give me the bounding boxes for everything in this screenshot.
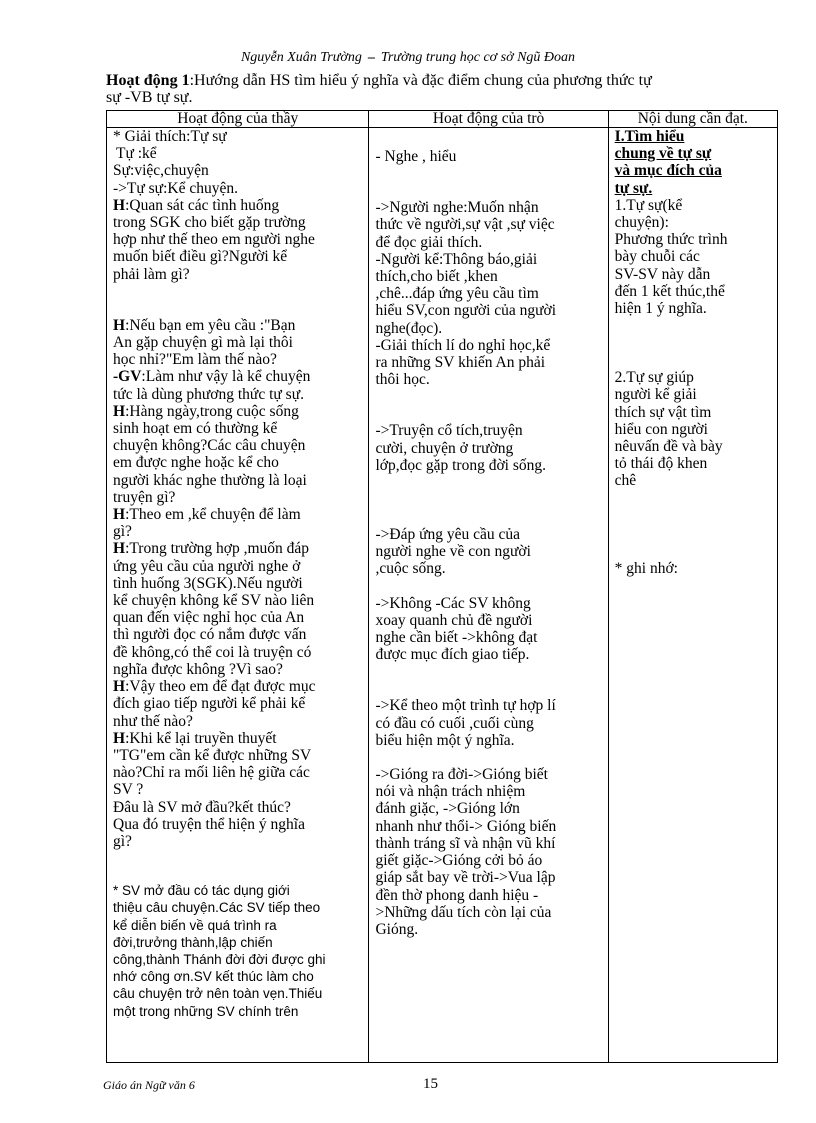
content-line: hiện 1 ý nghĩa.: [614, 300, 707, 318]
student-line: ->Không -Các SV không: [375, 594, 531, 612]
header-author: Nguyễn Xuân Trường: [240, 50, 362, 65]
gv-label: -GV: [113, 368, 142, 386]
activity-text-2: sự -VB tự sự.: [106, 89, 193, 106]
question-label: H: [113, 678, 126, 696]
teacher-line: kể diễn biến về quá trình ra: [113, 917, 277, 933]
student-line: hiểu SV,con người của người: [375, 302, 557, 320]
footer-title: Giáo án Ngữ văn 6: [103, 1078, 195, 1092]
memo-note: * ghi nhớ:: [614, 559, 678, 577]
activity-text: :Hướng dẫn HS tìm hiểu ý nghĩa và đặc điểm chung của phương thức tự: [189, 72, 652, 89]
student-line: ->Người nghe:Muốn nhận: [375, 199, 539, 217]
teacher-line: thiệu câu chuyện.Các SV tiếp theo: [113, 900, 321, 916]
teacher-column: [107, 128, 369, 1063]
content-point-1: [615, 197, 771, 317]
teacher-line: gì?: [113, 523, 132, 541]
teacher-line: muốn biết điều gì?Người kể: [113, 248, 288, 266]
teacher-line: tình huống 3(SGK).Nếu người: [113, 574, 303, 592]
student-line: đánh giặc, ->Gióng lớn: [375, 800, 520, 818]
student-line: người nghe về con người: [375, 543, 531, 561]
student-column: [369, 128, 608, 1063]
teacher-line: chuyện không?Các câu chuyện: [113, 437, 306, 455]
teacher-note-gv: [113, 368, 362, 402]
header-content: Nội dung cần đạt.: [608, 111, 777, 128]
question-label: H: [113, 729, 126, 747]
header-school: Trường trung học cơ sở Ngũ Đoan: [380, 50, 576, 65]
student-line: ->Truyện cổ tích,truyện: [375, 422, 523, 440]
table-body-row: [107, 128, 778, 1063]
teacher-line: người khác nghe thường là loại: [113, 471, 307, 489]
content-point-2: [615, 369, 771, 489]
activity-heading: [106, 72, 786, 106]
student-answer-1: - Nghe , hiểu: [375, 148, 457, 165]
lesson-table: [106, 110, 778, 1063]
student-line: nhanh như thổi-> Gióng biến: [375, 817, 557, 835]
student-answer-6: [375, 697, 601, 749]
question-7: [113, 730, 362, 850]
student-line: xoay quanh chủ đề người: [375, 611, 533, 629]
teacher-line: An gặp chuyện gì mà lại thôi: [113, 334, 293, 352]
teacher-line: tức là dùng phương thức tự sự.: [113, 385, 304, 403]
teacher-line: câu chuyện trở nên toàn vẹn.Thiếu: [113, 986, 323, 1002]
teacher-line: thì người đọc có nắm được vấn: [113, 626, 307, 644]
student-answer-7: [375, 766, 601, 938]
teacher-line: quan đến việc nghỉ học của An: [113, 609, 305, 627]
teacher-line: đời,trưởng thành,lập chiến: [113, 934, 273, 950]
teacher-line: sinh hoạt em có thường kể: [113, 420, 278, 438]
header-separator: –: [367, 50, 375, 65]
teacher-line: :Làm như vậy là kể chuyện: [141, 368, 311, 386]
student-line: ->Đáp ứng yêu cầu của: [375, 526, 520, 544]
student-line: đền thờ phong danh hiệu -: [375, 886, 539, 904]
teacher-line: :Nếu bạn em yêu cầu :"Bạn: [125, 316, 296, 334]
teacher-summary-note: [113, 882, 362, 1020]
question-label: H: [113, 506, 126, 524]
teacher-line: nhớ công ơn.SV kết thúc làm cho: [113, 969, 314, 985]
teacher-line: * SV mở đầu có tác dụng giới: [113, 883, 290, 899]
student-line: giết giặc->Gióng cởi bỏ áo: [375, 852, 543, 870]
question-5: [113, 540, 362, 678]
student-line: lớp,đọc gặp trong đời sống.: [375, 456, 546, 474]
teacher-line: :Trong trường hợp ,muốn đáp: [125, 540, 310, 558]
page-number: 15: [423, 1076, 438, 1092]
teacher-line: :Hàng ngày,trong cuộc sống: [125, 402, 299, 420]
header-student: Hoạt động của trò: [369, 111, 608, 128]
student-line: -Giải thích lí do nghỉ học,kể: [375, 336, 551, 354]
teacher-line: đích giao tiếp người kể phải kể: [113, 695, 306, 713]
student-line: ,chê...đáp ứng yêu cầu tìm: [375, 285, 539, 303]
student-answer-2: [375, 199, 601, 388]
student-line: nghe cần biết ->không đạt: [375, 629, 538, 647]
teacher-line: Đâu là SV mở đầu?kết thúc?: [113, 798, 291, 816]
teacher-line: trong SGK cho biết gặp trường: [113, 214, 306, 232]
teacher-line: :Theo em ,kể chuyện để làm: [125, 506, 301, 524]
section-title: [615, 128, 771, 197]
teacher-line: nào?Chỉ ra mối liên hệ giữa các: [113, 764, 310, 782]
student-line: -Người kể:Thông báo,giải: [375, 250, 538, 268]
section-line: tự sự.: [614, 179, 653, 197]
teacher-line: như thế nào?: [113, 712, 193, 730]
question-3: [113, 403, 362, 506]
content-line: tỏ thái độ khen: [614, 455, 708, 473]
teacher-line: truyện gì?: [113, 488, 176, 506]
teacher-line: học nhỉ?"Em làm thế nào?: [113, 351, 277, 369]
teacher-line: phải làm gì?: [113, 265, 190, 283]
content-line: 1.Tự sự(kể: [614, 196, 683, 214]
student-line: để đọc giải thích.: [375, 233, 483, 251]
student-line: thành tráng sĩ và nhận vũ khí: [375, 834, 556, 852]
section-line: I.Tìm hiểu: [614, 128, 685, 145]
section-line: chung về tự sự: [614, 145, 712, 163]
question-label: H: [113, 196, 126, 214]
teacher-line: :Quan sát các tình huống: [125, 196, 280, 214]
student-line: nghe(đọc).: [375, 319, 443, 337]
student-line: >Những dấu tích còn lại của: [375, 903, 552, 921]
student-line: thức về người,sự vật ,sự việc: [375, 216, 555, 234]
teacher-line: em được nghe hoặc kể cho: [113, 454, 279, 472]
student-line: giáp sắt bay về trời->Vua lập: [375, 869, 556, 887]
student-line: ra những SV khiến An phải: [375, 354, 546, 372]
teacher-line: ứng yêu cầu của người nghe ở: [113, 557, 301, 575]
question-4: [113, 506, 362, 540]
content-column: [608, 128, 777, 1063]
teacher-line: kể chuyện không kể SV nào liên: [113, 592, 315, 610]
teacher-line: Qua đó truyện thể hiện ý nghĩa: [113, 815, 305, 833]
content-line: Phương thức trình: [614, 231, 728, 249]
teacher-line: Tự :kể: [116, 145, 157, 163]
table-header-row: [107, 111, 778, 128]
teacher-line: SV ?: [113, 781, 144, 799]
question-1: [113, 197, 362, 283]
content-line: thích sự vật tìm: [614, 403, 712, 421]
page-header: [0, 50, 816, 66]
content-line: 2.Tự sự giúp: [614, 369, 694, 387]
student-answer-3: [375, 422, 601, 474]
content-line: SV-SV này dẫn: [614, 265, 711, 283]
student-line: biểu hiện một ý nghĩa.: [375, 731, 515, 749]
question-label: H: [113, 402, 126, 420]
student-line: nói và nhận trách nhiệm: [375, 783, 526, 801]
content-line: bày chuỗi các: [614, 248, 700, 266]
student-answer-5: [375, 595, 601, 664]
content-line: chê: [614, 472, 637, 490]
question-label: H: [113, 540, 126, 558]
header-teacher: Hoạt động của thầy: [107, 111, 369, 128]
teacher-line: nghĩa được không ?Vì sao?: [113, 660, 283, 678]
question-6: [113, 678, 362, 730]
student-line: ->Kể theo một trình tự hợp lí: [375, 697, 556, 715]
teacher-line: một trong những SV chính trên: [113, 1003, 299, 1019]
content-line: hiểu con người: [614, 420, 708, 438]
student-line: Gióng.: [375, 920, 419, 938]
content-line: chuyện):: [614, 214, 669, 232]
student-line: cười, chuyện ở trường: [375, 439, 514, 457]
teacher-line: gì?: [113, 832, 132, 850]
question-label: H: [113, 316, 126, 334]
student-answer-4: [375, 526, 601, 578]
content-line: đến 1 kết thúc,thể: [614, 282, 725, 300]
student-line: được mục đích giao tiếp.: [375, 646, 530, 664]
student-line: ,cuộc sống.: [375, 560, 446, 578]
student-line: có đầu có cuối ,cuối cùng: [375, 714, 534, 732]
student-line: thích,cho biết ,khen: [375, 268, 498, 286]
teacher-line: công,thành Thánh đời đời được ghi: [113, 951, 326, 967]
teacher-line: hợp như thế theo em người nghe: [113, 231, 315, 249]
section-line: và mục đích của: [614, 162, 722, 180]
teacher-line: :Vậy theo em để đạt được mục: [125, 678, 316, 696]
teacher-line: ->Tự sự:Kể chuyện.: [113, 179, 238, 197]
activity-label: Hoạt động 1: [106, 72, 190, 89]
student-line: thôi học.: [375, 371, 430, 389]
teacher-line: Sự:việc,chuyện: [113, 162, 209, 180]
question-2: [113, 317, 362, 369]
teacher-line: :Khi kể lại truyền thuyết: [125, 729, 277, 747]
teacher-line: đề không,có thể coi là truyện có: [113, 643, 312, 661]
content-line: nêuvấn đề và bày: [614, 438, 723, 456]
teacher-line: "TG"em cần kể được những SV: [113, 746, 312, 764]
content-line: người kể giải: [614, 386, 697, 404]
student-line: ->Gióng ra đời->Gióng biết: [375, 766, 548, 784]
teacher-line: * Giải thích:Tự sự: [113, 128, 227, 145]
